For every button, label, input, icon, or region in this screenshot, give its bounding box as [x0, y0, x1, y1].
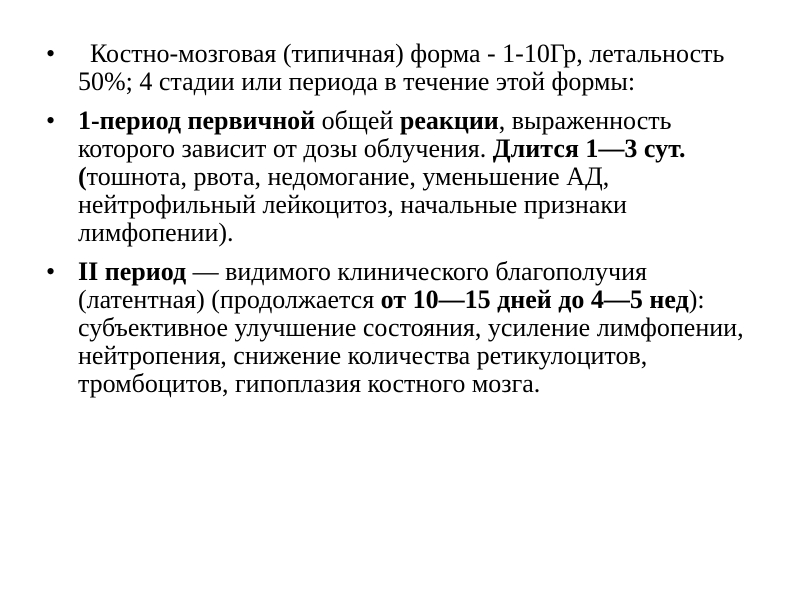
- body-text: — видимого клинического благополучия (латентная) (продолжается: [78, 257, 647, 314]
- bullet-text: Костно-мозговая (типичная) форма - 1-10Гр, летальность 50%; 4 стадии или периода в течение этой формы:: [78, 39, 725, 96]
- bullet-icon: •: [46, 39, 56, 68]
- bold-text: Длится 1—3 сут. (: [78, 134, 686, 191]
- bullet-item-period-one: [46, 107, 746, 247]
- body-text: тошнота, рвота, недомогание, уменьшение АД, нейтрофильный лейкоцитоз, начальные признаки лимфопении).: [78, 162, 627, 247]
- bold-text: реакции: [399, 106, 499, 135]
- body-text: ): субъективное улучшение состояния, усиление лимфопении, нейтропения, снижение количества ретикулоцитов, тромбоцитов, гипоплазия костного мозга.: [78, 285, 744, 398]
- bold-text: от 10—15 дней до 4—5 нед: [380, 285, 689, 314]
- bold-text: II период: [78, 257, 187, 286]
- bullet-item-bone-marrow-form: [46, 40, 746, 96]
- body-text: общей: [315, 106, 400, 135]
- bullet-icon: •: [46, 257, 56, 286]
- bullet-icon: •: [46, 106, 56, 135]
- body-text: , выраженность которого зависит от дозы облучения.: [78, 106, 672, 163]
- bold-text: 1-период первичной: [78, 106, 316, 135]
- bullet-list: [46, 40, 746, 409]
- bullet-item-period-two: [46, 258, 746, 398]
